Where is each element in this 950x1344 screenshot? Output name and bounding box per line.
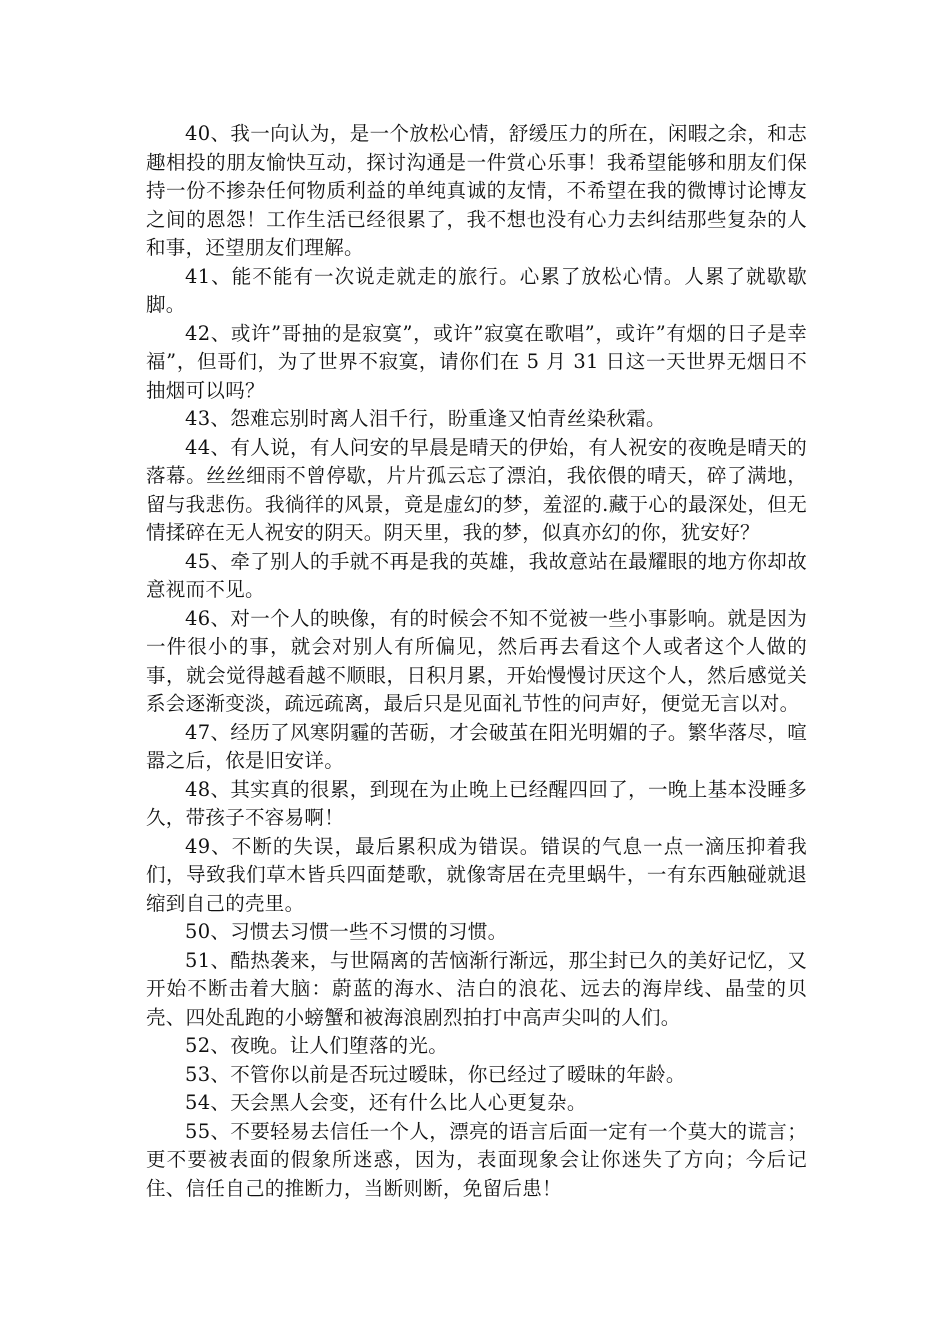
paragraph-40: 40、我一向认为，是一个放松心情，舒缓压力的所在，闲暇之余，和志趣相投的朋友愉快互动，探讨沟通是一件赏心乐事！我希望能够和朋友们保持一份不掺杂任何物质利益的单纯真诚的友情，不希望在我的微博讨论博友之间的恩怨！工作生活已经很累了，我不想也没有心力去纠结那些复杂的人和事，还望朋友们理解。 (146, 122, 807, 259)
paragraph-51: 51、酷热袭来，与世隔离的苦恼渐行渐远，那尘封已久的美好记忆，又开始不断击着大脑：蔚蓝的海水、洁白的浪花、远去的海岸线、晶莹的贝壳、四处乱跑的小螃蟹和被海浪剧烈拍打中高声尖叫的人们。 (146, 948, 807, 1029)
paragraph-49: 49、不断的失误，最后累积成为错误。错误的气息一点一滴压抑着我们，导致我们草木皆兵四面楚歌，就像寄居在壳里蜗牛，一有东西触碰就退缩到自己的壳里。 (146, 834, 807, 915)
paragraph-48: 48、其实真的很累，到现在为止晚上已经醒四回了，一晚上基本没睡多久，带孩子不容易啊！ (146, 777, 807, 829)
paragraph-42: 42、或许”哥抽的是寂寞”，或许”寂寞在歌唱”，或许”有烟的日子是幸福”，但哥们，为了世界不寂寞，请你们在 5 月 31 日这一天世界无烟日不抽烟可以吗？ (146, 321, 807, 402)
paragraph-54: 54、天会黑人会变，还有什么比人心更复杂。 (185, 1091, 587, 1114)
paragraph-46: 46、对一个人的映像，有的时候会不知不觉被一些小事影响。就是因为一件很小的事，就会对别人有所偏见，然后再去看这个人或者这个人做的事，就会觉得越看越不顺眼，日积月累，开始慢慢讨厌这个人，然后感觉关系会逐渐变淡，疏远疏离，最后只是见面礼节性的问声好，便觉无言以对。 (146, 606, 807, 715)
document-body (146, 120, 807, 1203)
paragraph-43: 43、怨难忘别时离人泪千行，盼重逢又怕青丝染秋霜。 (185, 407, 666, 430)
paragraph-47: 47、经历了风寒阴霾的苦砺，才会破茧在阳光明媚的子。繁华落尽，喧嚣之后，依是旧安详。 (146, 720, 807, 772)
paragraph-53: 53、不管你以前是否玩过暧昧，你已经过了暧昧的年龄。 (185, 1062, 686, 1086)
paragraph-55: 55、不要轻易去信任一个人，漂亮的语言后面一定有一个莫大的谎言；更不要被表面的假象所迷惑，因为，表面现象会让你迷失了方向；今后记住、信任自己的推断力，当断则断，免留后患！ (146, 1119, 807, 1200)
paragraph-45: 45、牵了别人的手就不再是我的英雄，我故意站在最耀眼的地方你却故意视而不见。 (146, 549, 807, 601)
paragraph-41: 41、能不能有一次说走就走的旅行。心累了放松心情。人累了就歇歇脚。 (146, 264, 807, 316)
paragraph-50: 50、习惯去习惯一些不习惯的习惯。 (185, 920, 508, 943)
paragraph-44: 44、有人说，有人问安的早晨是晴天的伊始，有人祝安的夜晚是晴天的落幕。丝丝细雨不曾停歇，片片孤云忘了漂泊，我依偎的晴天，碎了满地，留与我悲伤。我徜徉的风景，竟是虚幻的梦，羞涩的.藏于心的最深处，但无情揉碎在无人祝安的阴天。阴天里，我的梦，似真亦幻的你，犹安好？ (146, 435, 807, 544)
paragraph-52: 52、夜晚。让人们堕落的光。 (185, 1034, 449, 1057)
